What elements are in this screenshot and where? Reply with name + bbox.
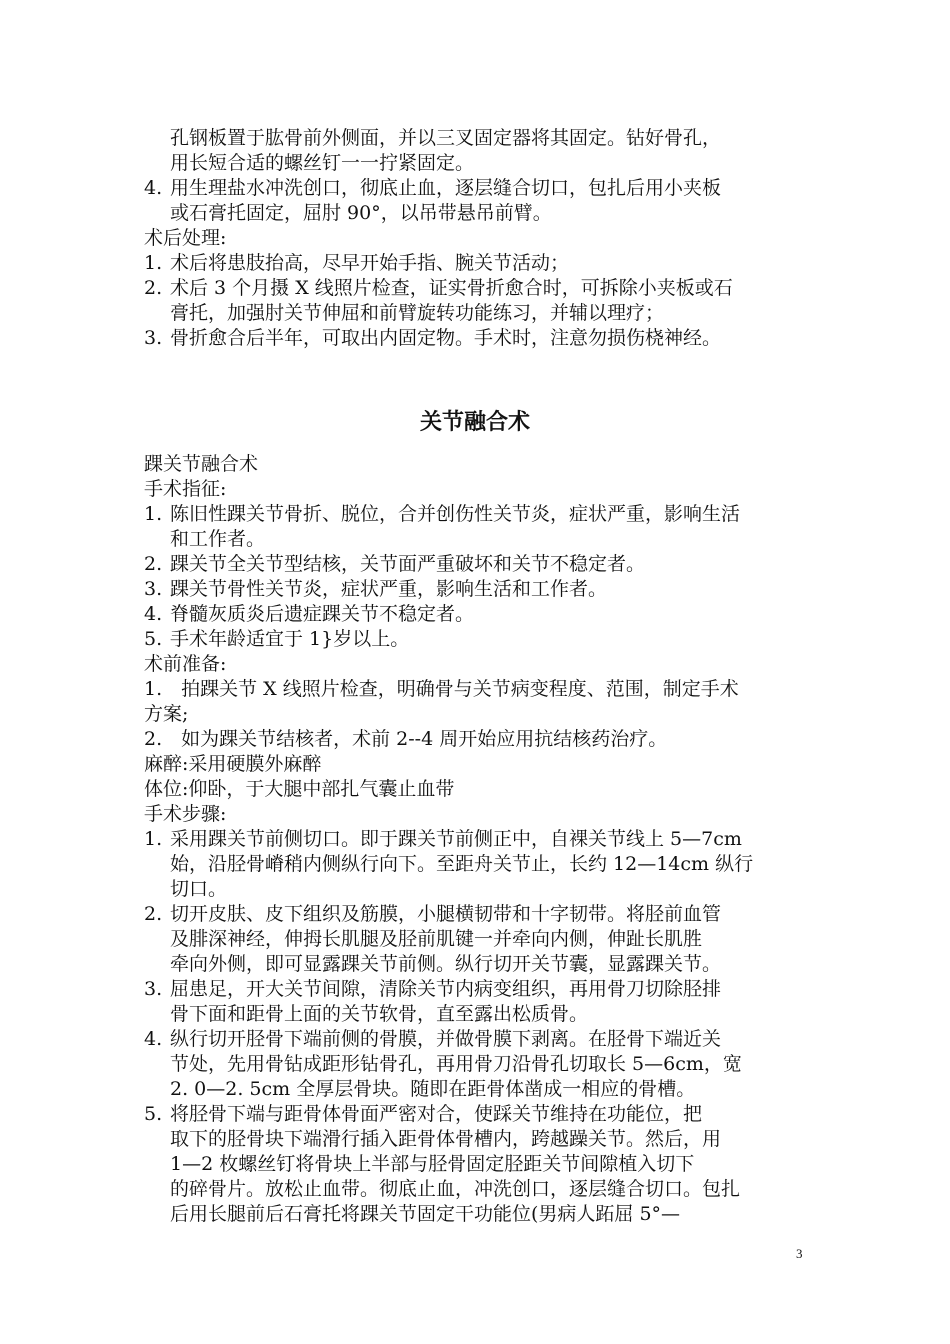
item-text: 始，沿胫骨嵴稍内侧纵行向下。至距舟关节止，长约 12—14cm 纵行	[170, 853, 754, 875]
item-number: 4.	[144, 1028, 163, 1050]
continuation-line: 孔钢板置于肱骨前外侧面，并以三叉固定器将其固定。钻好骨孔，	[170, 127, 722, 149]
item-text: 术后 3 个月摄 X 线照片检查，证实骨折愈合时，可拆除小夹板或石	[170, 277, 733, 299]
item-number: 1.	[144, 828, 163, 850]
list-item	[144, 502, 810, 552]
list-item	[144, 977, 810, 1027]
item-text: 将胫骨下端与距骨体骨面严密对合，使踩关节维持在功能位，把	[170, 1103, 703, 1125]
item-text: 牵向外侧，即可显露踝关节前侧。纵行切开关节囊，显露踝关节。	[170, 953, 722, 975]
item-text: 纵行切开胫骨下端前侧的骨膜，并做骨膜下剥离。在胫骨下端近关	[170, 1028, 722, 1050]
item-text: 骨折愈合后半年，可取出内固定物。手术时，注意勿损伤桡神经。	[170, 327, 722, 349]
item-text: 用生理盐水冲洗创口，彻底止血，逐层缝合切口，包扎后用小夹板	[170, 177, 722, 199]
prep-line: 方案;	[144, 703, 189, 725]
continuation-line: 用长短合适的螺丝钉一一拧紧固定。	[170, 152, 475, 174]
position-line: 体位:仰卧，于大腿中部扎气囊止血带	[144, 778, 455, 800]
item-number: 1.	[144, 252, 163, 274]
prep-line: 1. 拍踝关节 X 线照片检查，明确骨与关节病变程度、范围，制定手术	[144, 678, 739, 700]
list-item	[144, 326, 810, 351]
list-item	[144, 902, 810, 977]
top-section	[144, 126, 810, 351]
subtitle: 踝关节融合术	[144, 453, 259, 475]
list-item	[144, 251, 810, 276]
item-number: 3.	[144, 978, 163, 1000]
item-number: 4.	[144, 177, 163, 199]
item-text: 取下的胫骨块下端滑行插入距骨体骨槽内，跨越躁关节。然后，用	[170, 1128, 722, 1150]
item-text: 后用长腿前后石膏托将踝关节固定干功能位(男病人跖屈 5°—	[170, 1203, 681, 1225]
item-text: 及腓深神经，伸拇长肌腿及胫前肌键一并牵向内侧，伸趾长肌胜	[170, 928, 703, 950]
item-text: 陈旧性踝关节骨折、脱位，合并创伤性关节炎，症状严重，影响生活	[170, 503, 741, 525]
main-section	[144, 452, 810, 1227]
item-text: 或石膏托固定，屈肘 90°，以吊带悬吊前臂。	[170, 202, 552, 224]
list-item	[144, 552, 810, 577]
item-text: 屈患足，开大关节间隙，清除关节内病变组织，再用骨刀切除胫排	[170, 978, 722, 1000]
list-item	[144, 577, 810, 602]
anesthesia-line: 麻醉:采用硬膜外麻醉	[144, 753, 322, 775]
item-text: 节处，先用骨钻成距形钻骨孔，再用骨刀沿骨孔切取长 5—6cm，宽	[170, 1053, 742, 1075]
item-text: 手术年龄适宜于 1}岁以上。	[170, 628, 410, 650]
item-text: 脊髓灰质炎后遗症踝关节不稳定者。	[170, 603, 475, 625]
item-text: 采用踝关节前侧切口。即于踝关节前侧正中，自裸关节线上 5—7cm	[170, 828, 742, 850]
prep-label: 术前准备:	[144, 653, 227, 675]
item-text: 踝关节骨性关节炎，症状严重，影响生活和工作者。	[170, 578, 608, 600]
list-item	[144, 1102, 810, 1227]
item-text: 和工作者。	[170, 528, 266, 550]
item-text: 切口。	[170, 878, 228, 900]
steps-label: 手术步骤:	[144, 803, 227, 825]
item-number: 3.	[144, 327, 163, 349]
list-item	[144, 176, 810, 226]
item-number: 5.	[144, 1103, 163, 1125]
item-number: 3.	[144, 578, 163, 600]
item-text: 2. 0—2. 5cm 全厚层骨块。随即在距骨体凿成一相应的骨槽。	[170, 1078, 696, 1100]
list-item	[144, 276, 810, 326]
postop-label: 术后处理:	[144, 227, 227, 249]
item-number: 2.	[144, 553, 163, 575]
item-text: 切开皮肤、皮下组织及筋膜，小腿横韧带和十字韧带。将胫前血管	[170, 903, 722, 925]
list-item	[144, 627, 810, 652]
prep-line: 2. 如为踝关节结核者，术前 2--4 周开始应用抗结核药治疗。	[144, 728, 668, 750]
list-item	[144, 602, 810, 627]
indications-label: 手术指征:	[144, 478, 227, 500]
item-number: 4.	[144, 603, 163, 625]
page-number: 3	[796, 1246, 803, 1261]
item-number: 2.	[144, 903, 163, 925]
section-title: 关节融合术	[419, 410, 530, 435]
item-number: 1.	[144, 503, 163, 525]
item-number: 2.	[144, 277, 163, 299]
item-text: 的碎骨片。放松止血带。彻底止血，冲洗创口，逐层缝合切口。包扎	[170, 1178, 741, 1200]
item-text: 1—2 枚螺丝钉将骨块上半部与胫骨固定胫距关节间隙植入切下	[170, 1153, 695, 1175]
item-text: 骨下面和距骨上面的关节软骨，直至露出松质骨。	[170, 1003, 589, 1025]
list-item	[144, 1027, 810, 1102]
list-item	[144, 827, 810, 902]
item-text: 踝关节全关节型结核，关节面严重破坏和关节不稳定者。	[170, 553, 646, 575]
item-number: 5.	[144, 628, 163, 650]
item-text: 膏托，加强肘关节伸屈和前臂旋转功能练习，并辅以理疗；	[170, 302, 665, 324]
item-text: 术后将患肢抬高，尽早开始手指、腕关节活动；	[170, 252, 570, 274]
